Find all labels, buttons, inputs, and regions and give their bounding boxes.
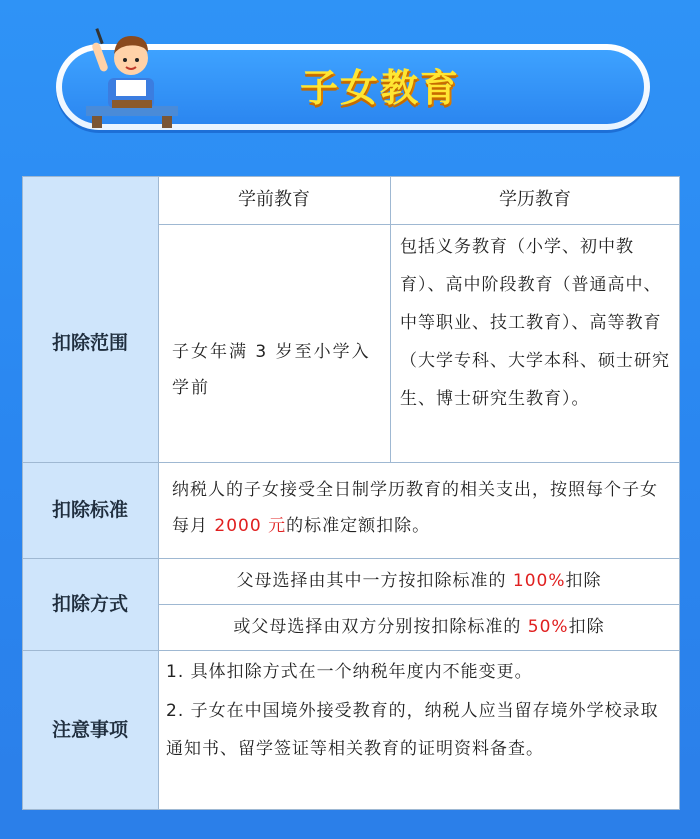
method-line-2-text: 或父母选择由双方分别按扣除标准的 bbox=[233, 617, 528, 637]
grid-line bbox=[22, 650, 680, 651]
grid-line bbox=[22, 176, 23, 810]
method-line-2-percent: 50% bbox=[527, 617, 569, 637]
method-line-1-text: 父母选择由其中一方按扣除标准的 bbox=[236, 571, 513, 591]
student-mascot-illustration bbox=[86, 20, 178, 128]
row-header-notes: 注意事项 bbox=[22, 650, 158, 810]
scope-preschool-text: 子女年满 3 岁至小学入学前 bbox=[172, 342, 371, 398]
grid-line bbox=[158, 176, 159, 810]
grid-line bbox=[22, 462, 680, 463]
method-line-1-end: 扣除 bbox=[565, 571, 602, 591]
grid-line bbox=[158, 604, 680, 605]
grid-line bbox=[158, 224, 680, 225]
header-corner bbox=[22, 176, 158, 224]
notes-item-1: 1. 具体扣除方式在一个纳税年度内不能变更。 bbox=[166, 662, 533, 682]
row-header-method: 扣除方式 bbox=[22, 558, 158, 650]
column-header-preschool: 学前教育 bbox=[238, 189, 310, 210]
method-line-2 bbox=[158, 604, 680, 650]
method-line-1-percent: 100% bbox=[512, 571, 566, 591]
grid-line bbox=[22, 176, 680, 177]
standard-amount: 2000 元 bbox=[214, 516, 287, 536]
grid-line bbox=[390, 176, 391, 462]
method-line-1 bbox=[158, 558, 680, 604]
row-header-scope: 扣除范围 bbox=[22, 224, 158, 462]
standard-text bbox=[158, 462, 680, 558]
notes-item-2: 2. 子女在中国境外接受教育的，纳税人应当留存境外学校录取通知书、留学签证等相关教育的证明资料备查。 bbox=[166, 701, 659, 759]
row-header-standard: 扣除标准 bbox=[22, 462, 158, 558]
page-title: 子女教育 bbox=[299, 66, 460, 110]
deduction-table bbox=[22, 176, 680, 810]
column-header-academic: 学历教育 bbox=[499, 189, 571, 210]
grid-line bbox=[679, 176, 680, 810]
bottom-strip bbox=[0, 810, 700, 839]
standard-text-end: 的标准定额扣除。 bbox=[286, 516, 431, 536]
method-line-2-end: 扣除 bbox=[568, 617, 605, 637]
standard-text-main: 纳税人的子女接受全日制学历教育的相关支出，按照每个子女每月 bbox=[172, 480, 658, 536]
grid-line bbox=[22, 558, 680, 559]
scope-academic-text: 包括义务教育（小学、初中教育）、高中阶段教育（普通高中、中等职业、技工教育）、高等教育（大学专科、大学本科、硕士研究生、博士研究生教育）。 bbox=[400, 237, 670, 409]
